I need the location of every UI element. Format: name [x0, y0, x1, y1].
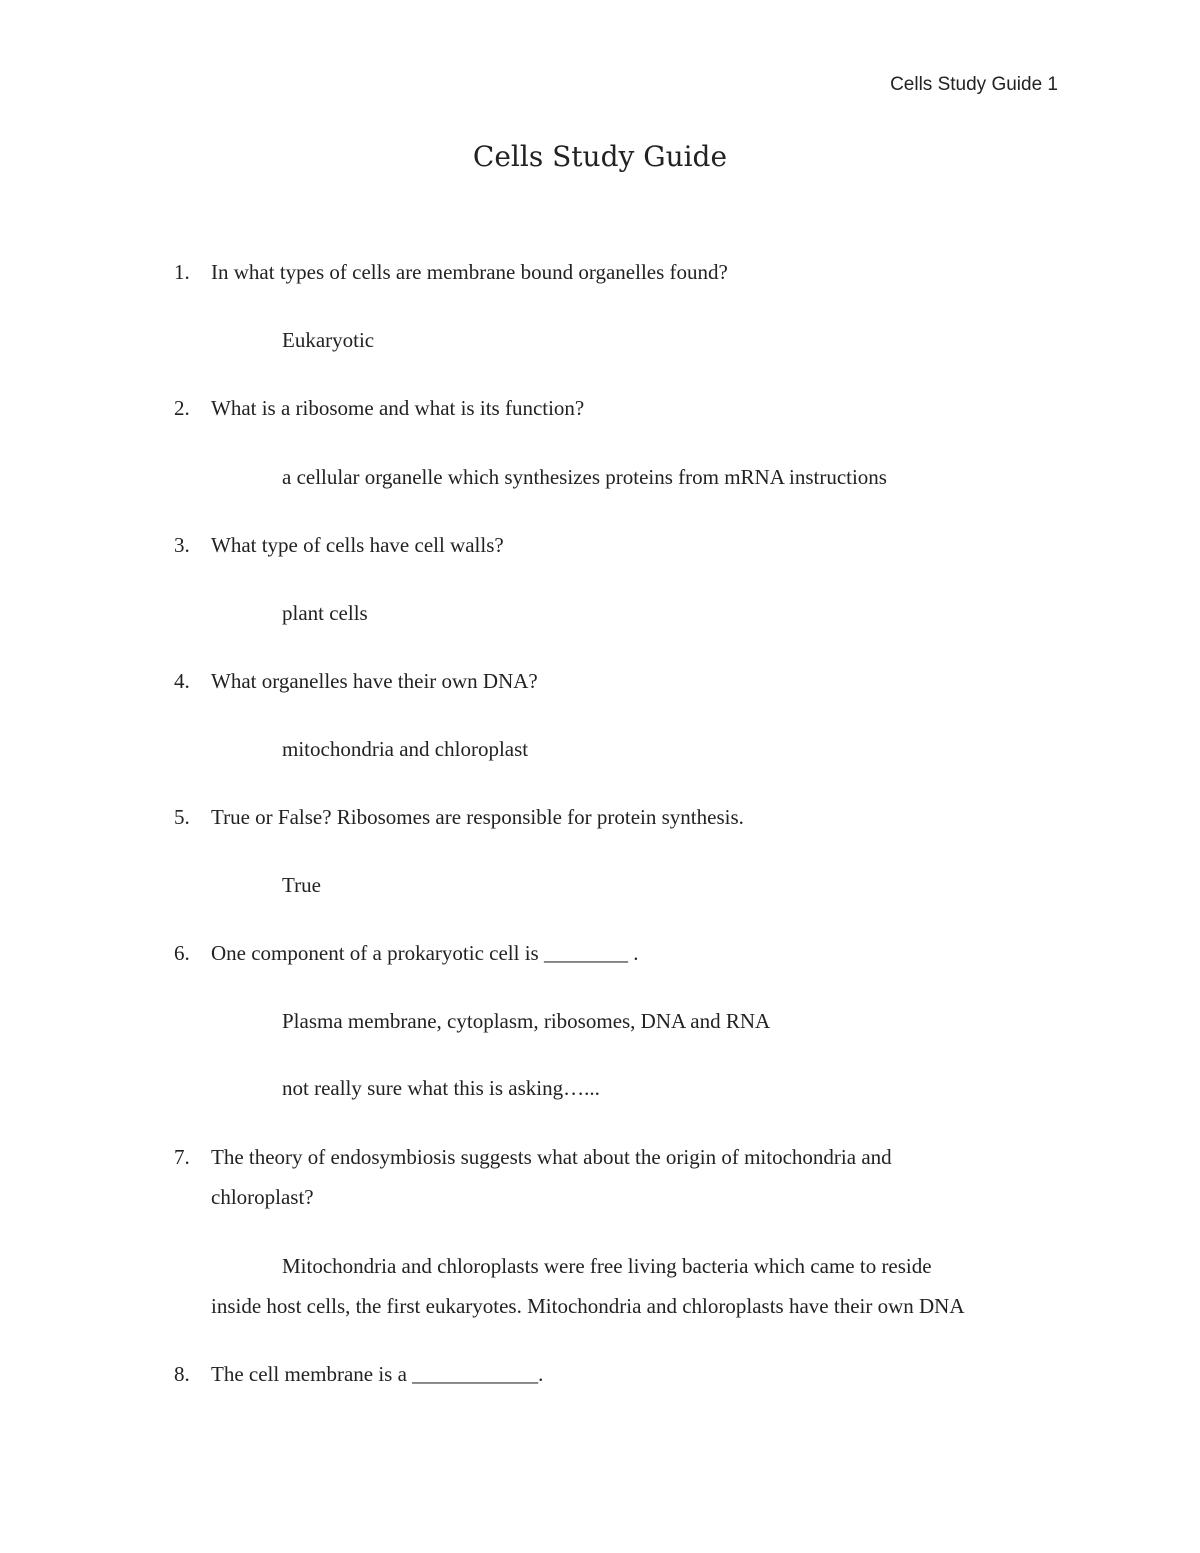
question-number: 6.	[174, 941, 190, 965]
answer-4: mitochondria and chloroplast	[282, 737, 529, 761]
question-text: One component of a prokaryotic cell is ________ .	[211, 941, 639, 965]
answer-3: plant cells	[282, 601, 368, 625]
question-text: What organelles have their own DNA?	[211, 669, 538, 693]
question-text: True or False? Ribosomes are responsible for protein synthesis.	[211, 805, 744, 829]
question-number: 2.	[174, 396, 190, 420]
question-number: 4.	[174, 669, 190, 693]
question-number: 7.	[174, 1145, 190, 1169]
answer-1: Eukaryotic	[282, 328, 375, 352]
question-number: 8.	[174, 1362, 190, 1386]
question-number: 5.	[174, 805, 190, 829]
question-text: What is a ribosome and what is its function?	[211, 396, 585, 420]
question-text: The cell membrane is a ____________.	[211, 1362, 544, 1386]
page-title: Cells Study Guide	[472, 140, 728, 173]
answer-7-line-1: Mitochondria and chloroplasts were free living bacteria which came to reside	[282, 1254, 932, 1278]
question-text: What type of cells have cell walls?	[211, 533, 504, 557]
answer-7-line-2: inside host cells, the first eukaryotes. Mitochondria and chloroplasts have their own DNA	[211, 1294, 965, 1318]
question-text: In what types of cells are membrane bound organelles found?	[211, 260, 728, 284]
question-number: 3.	[174, 533, 190, 557]
answer-2: a cellular organelle which synthesizes proteins from mRNA instructions	[282, 465, 887, 489]
running-header: Cells Study Guide 1	[890, 74, 1058, 95]
question-text-line-1: The theory of endosymbiosis suggests what about the origin of mitochondria and	[211, 1145, 892, 1169]
answer-6a: Plasma membrane, cytoplasm, ribosomes, DNA and RNA	[282, 1009, 771, 1033]
answer-6b: not really sure what this is asking…...	[282, 1076, 600, 1100]
answer-5: True	[282, 873, 321, 897]
question-number: 1.	[174, 260, 190, 284]
question-text-line-2: chloroplast?	[211, 1185, 314, 1209]
